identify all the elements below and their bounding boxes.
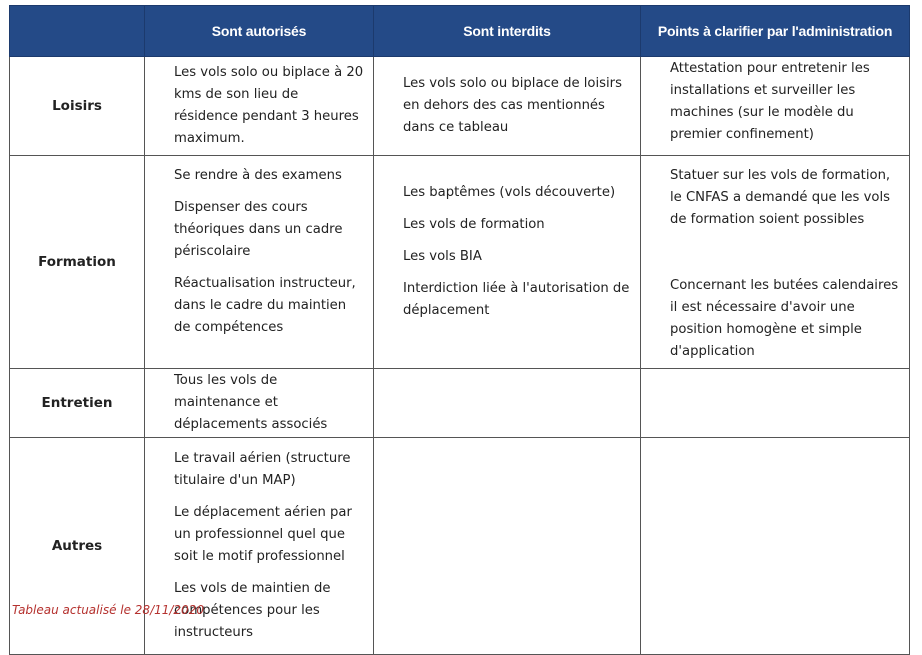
- cell-autres-interdits: [374, 438, 641, 655]
- cell-autres-autorises: [145, 438, 374, 655]
- table-row-autres: [10, 438, 910, 655]
- cell-entretien-interdits: [374, 369, 641, 438]
- cell-autres-clarifier: [641, 438, 910, 655]
- cell-entretien-clarifier: [641, 369, 910, 438]
- header-autorises: Sont autorisés: [145, 6, 374, 57]
- rules-table: [9, 5, 910, 655]
- cell-text: Les vols de formation: [403, 217, 545, 232]
- cell-text: Les baptêmes (vols découverte): [403, 185, 616, 200]
- cell-loisirs-clarifier: [641, 57, 910, 156]
- cell-text: Les vols de maintien de compétences pour les instructeurs: [174, 581, 331, 640]
- cell-text: Tous les vols de maintenance et déplacements associés: [174, 373, 328, 432]
- row-label-autres: Autres: [10, 438, 145, 655]
- cell-formation-autorises: [145, 156, 374, 369]
- cell-text: Le travail aérien (structure titulaire d'un MAP): [174, 451, 351, 488]
- header-interdits: Sont interdits: [374, 6, 641, 57]
- header-category: [10, 6, 145, 57]
- cell-formation-clarifier: [641, 156, 910, 369]
- cell-formation-interdits: [374, 156, 641, 369]
- cell-loisirs-interdits: [374, 57, 641, 156]
- header-clarifier: Points à clarifier par l'administration: [641, 6, 910, 57]
- cell-text: Les vols solo ou biplace à 20 kms de son lieu de résidence pendant 3 heures maximum.: [174, 65, 364, 146]
- cell-text: Le déplacement aérien par un professionnel quel que soit le motif professionnel: [174, 505, 352, 564]
- row-label-formation: Formation: [10, 156, 145, 369]
- cell-text: Attestation pour entretenir les installations et surveiller les machines (sur le modèle du premier confinement): [670, 61, 870, 142]
- table-row-loisirs: [10, 57, 910, 156]
- cell-text: Statuer sur les vols de formation, le CNFAS a demandé que les vols de formation soient possibles: [670, 168, 891, 227]
- table-row-entretien: [10, 369, 910, 438]
- cell-text: Dispenser des cours théoriques dans un cadre périscolaire: [174, 200, 343, 259]
- cell-text: Réactualisation instructeur, dans le cadre du maintien de compétences: [174, 276, 356, 335]
- row-label-entretien: Entretien: [10, 369, 145, 438]
- table-row-formation: [10, 156, 910, 369]
- cell-text: Se rendre à des examens: [174, 168, 342, 183]
- table-header-row: [10, 6, 910, 57]
- update-footnote: Tableau actualisé le 28/11/2020: [12, 603, 204, 617]
- cell-loisirs-autorises: [145, 57, 374, 156]
- cell-text: Interdiction liée à l'autorisation de déplacement: [403, 281, 630, 318]
- cell-text: Les vols solo ou biplace de loisirs en dehors des cas mentionnés dans ce tableau: [403, 76, 622, 135]
- row-label-loisirs: Loisirs: [10, 57, 145, 156]
- rules-table-container: [9, 5, 909, 655]
- cell-text: Concernant les butées calendaires il est nécessaire d'avoir une position homogène et simple d'application: [670, 278, 899, 359]
- cell-text: Les vols BIA: [403, 249, 482, 264]
- cell-entretien-autorises: [145, 369, 374, 438]
